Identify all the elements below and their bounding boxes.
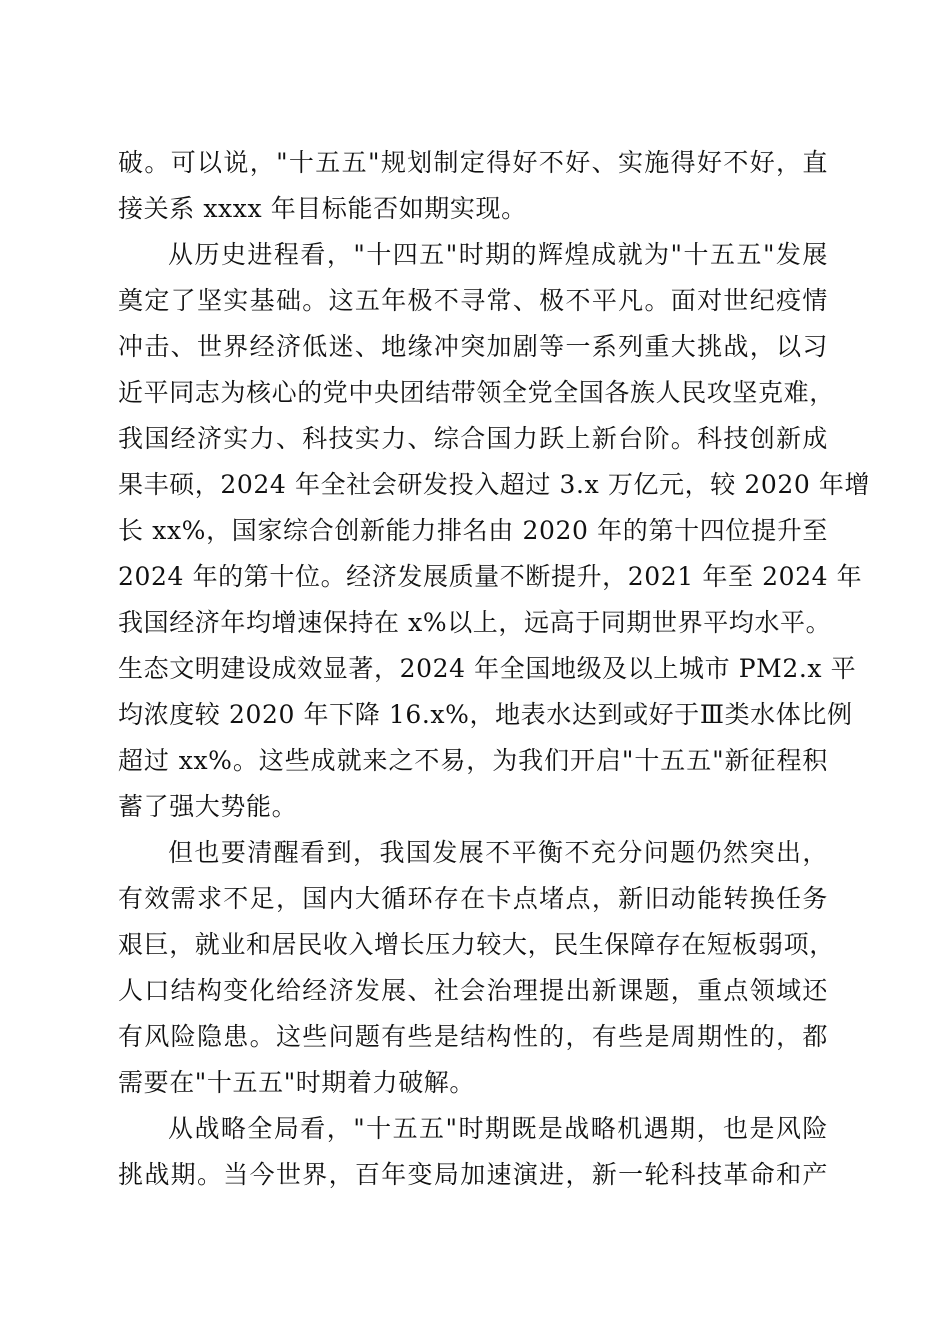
text-line: 近平同志为核心的党中央团结带领全党全国各族人民攻坚克难， [118, 378, 835, 407]
text-line: 蓄了强大势能。 [118, 792, 298, 821]
text-line: 人口结构变化给经济发展、社会治理提出新课题，重点领域还 [118, 976, 828, 1005]
text-line: 我国经济实力、科技实力、综合国力跃上新台阶。科技创新成 [118, 424, 828, 453]
text-line: 艰巨，就业和居民收入增长压力较大，民生保障存在短板弱项， [118, 930, 835, 959]
text-line: 奠定了坚实基础。这五年极不寻常、极不平凡。面对世纪疫情 [118, 286, 828, 315]
text-line: 从战略全局看，"十五五"时期既是战略机遇期，也是风险 [168, 1114, 828, 1143]
text-line: 有风险隐患。这些问题有些是结构性的，有些是周期性的，都 [118, 1022, 828, 1051]
text-line: 2024 年的第十位。经济发展质量不断提升，2021 年至 2024 年 [118, 562, 863, 591]
text-line: 接关系 xxxx 年目标能否如期实现。 [118, 194, 527, 223]
text-line: 长 xx%，国家综合创新能力排名由 2020 年的第十四位提升至 [118, 516, 828, 545]
text-line: 挑战期。当今世界，百年变局加速演进，新一轮科技革命和产 [118, 1160, 828, 1189]
text-line: 生态文明建设成效显著，2024 年全国地级及以上城市 PM2.x 平 [118, 654, 857, 683]
text-line: 超过 xx%。这些成就来之不易，为我们开启"十五五"新征程积 [118, 746, 828, 775]
text-line: 冲击、世界经济低迷、地缘冲突加剧等一系列重大挑战，以习 [118, 332, 828, 361]
text-line: 但也要清醒看到，我国发展不平衡不充分问题仍然突出， [168, 838, 828, 867]
text-line: 破。可以说，"十五五"规划制定得好不好、实施得好不好，直 [118, 148, 828, 177]
text-line: 需要在"十五五"时期着力破解。 [118, 1068, 475, 1097]
text-line: 从历史进程看，"十四五"时期的辉煌成就为"十五五"发展 [168, 240, 828, 269]
text-line: 果丰硕，2024 年全社会研发投入超过 3.x 万亿元，较 2020 年增 [118, 470, 871, 499]
text-line: 我国经济年均增速保持在 x%以上，远高于同期世界平均水平。 [118, 608, 832, 637]
text-line: 有效需求不足，国内大循环存在卡点堵点，新旧动能转换任务 [118, 884, 828, 913]
text-line: 均浓度较 2020 年下降 16.x%，地表水达到或好于Ⅲ类水体比例 [118, 700, 853, 729]
